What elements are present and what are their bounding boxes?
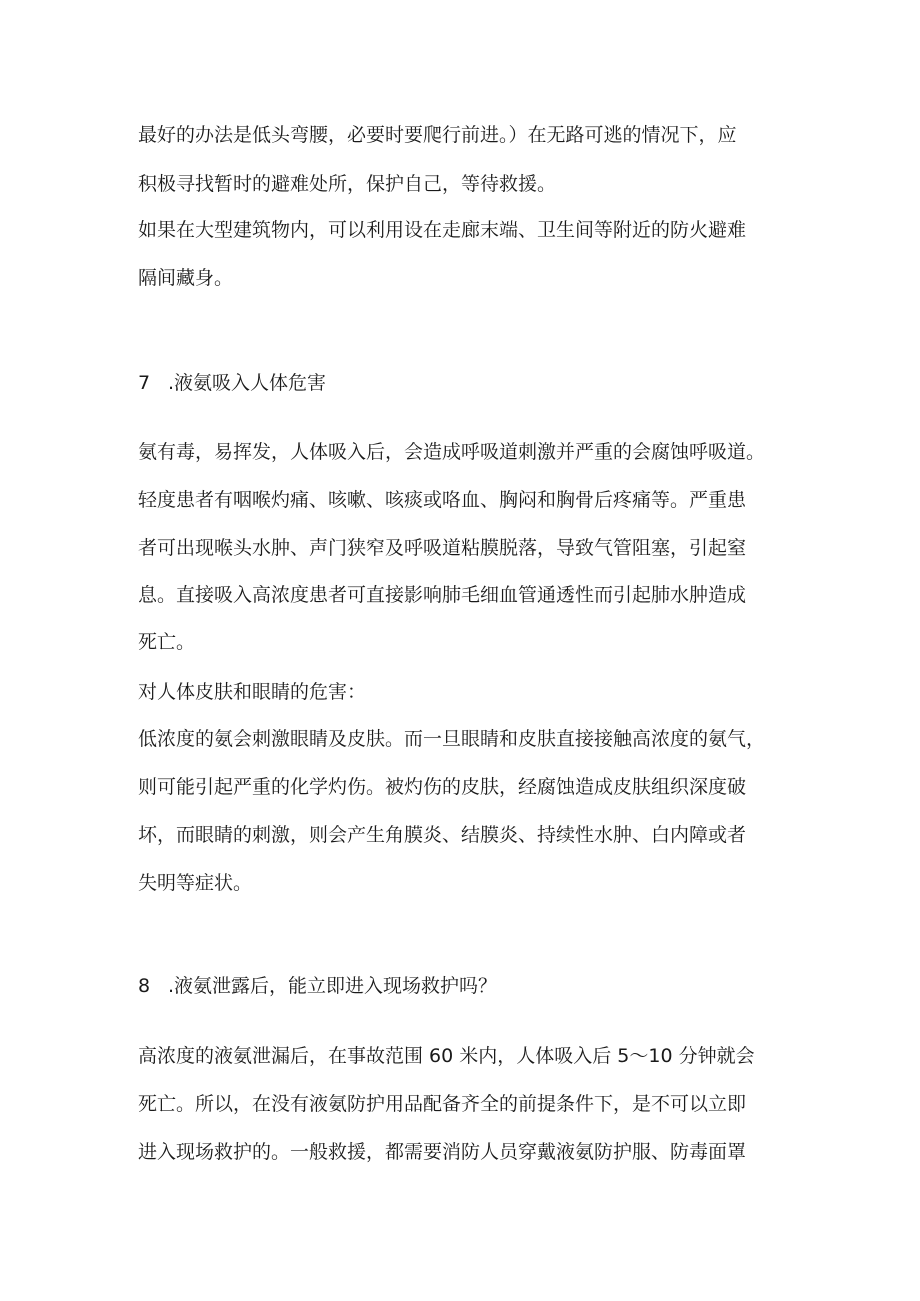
paragraph-line: 高浓度的液氨泄漏后，在事故范围 60 米内，人体吸入后 5～10 分钟就会 — [138, 1045, 755, 1067]
paragraph-line: 则可能引起严重的化学灼伤。被灼伤的皮肤，经腐蚀造成皮肤组织深度破 — [138, 776, 747, 798]
paragraph-line: 积极寻找暂时的避难处所，保护自己，等待救援。 — [138, 173, 557, 195]
paragraph-line: 息。直接吸入高浓度患者可直接影响肺毛细血管通透性而引起肺水肿造成 — [138, 584, 747, 606]
paragraph-line: 死亡。所以，在没有液氨防护用品配备齐全的前提条件下，是不可以立即 — [138, 1093, 747, 1115]
paragraph-line: 失明等症状。 — [138, 872, 253, 894]
paragraph-line: 者可出现喉头水肿、声门狭窄及呼吸道粘膜脱落，导致气管阻塞，引起窒 — [138, 537, 747, 559]
subheading: 对人体皮肤和眼睛的危害： — [138, 681, 367, 703]
section-7-heading — [138, 371, 326, 395]
paragraph-line: 最好的办法是低头弯腰，必要时要爬行前进。）在无路可逃的情况下，应 — [138, 124, 737, 146]
paragraph-line: 如果在大型建筑物内，可以利用设在走廊末端、卫生间等附近的防火避难 — [138, 219, 747, 241]
paragraph-line: 坏，而眼睛的刺激，则会产生角膜炎、结膜炎、持续性水肿、白内障或者 — [138, 824, 747, 846]
paragraph-line: 进入现场救护的。一般救援，都需要消防人员穿戴液氨防护服、防毒面罩 — [138, 1141, 747, 1163]
section-title: .液氨泄露后，能立即进入现场救护吗？ — [168, 975, 498, 997]
section-number: 8 — [138, 975, 151, 997]
section-title: .液氨吸入人体危害 — [168, 372, 327, 394]
paragraph-line: 隔间藏身。 — [138, 267, 234, 289]
section-number: 7 — [138, 372, 151, 394]
section-8-heading — [138, 974, 497, 998]
paragraph-line: 氨有毒，易挥发，人体吸入后，会造成呼吸道刺激并严重的会腐蚀呼吸道。 — [138, 441, 766, 463]
paragraph-line: 低浓度的氨会刺激眼睛及皮肤。而一旦眼睛和皮肤直接接触高浓度的氨气， — [138, 728, 766, 750]
paragraph-line: 死亡。 — [138, 631, 196, 653]
paragraph-line: 轻度患者有咽喉灼痛、咳嗽、咳痰或咯血、胸闷和胸骨后疼痛等。严重患 — [138, 489, 747, 511]
